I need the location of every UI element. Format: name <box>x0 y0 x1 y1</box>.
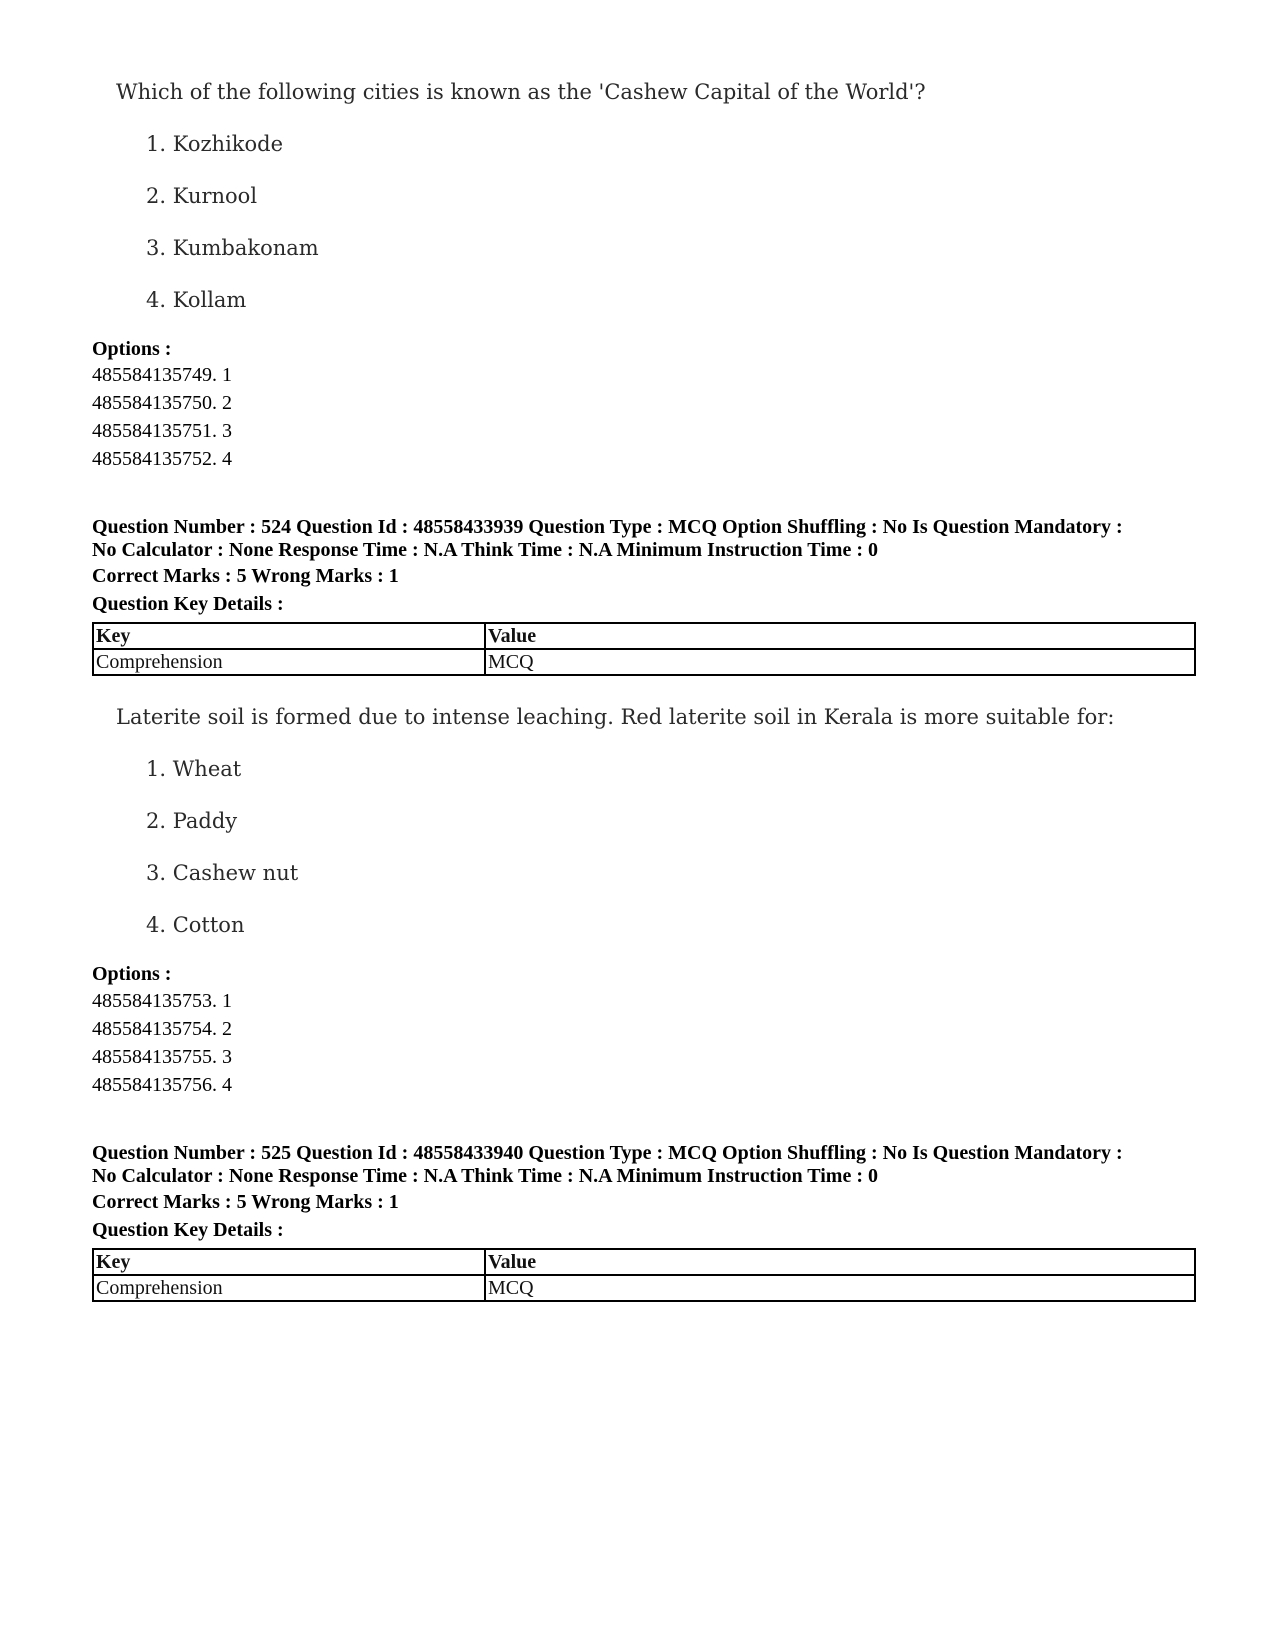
table-cell-key: Comprehension <box>93 1275 485 1301</box>
question-meta <box>92 1142 1202 1188</box>
question-meta-line-1: Question Number : 524 Question Id : 48558433939 Question Type : MCQ Option Shuffling : No Is Question Mandatory : <box>92 516 1123 538</box>
choice-2: 2. Kurnool <box>146 184 258 208</box>
table-header-value: Value <box>485 623 1195 649</box>
key-details-label: Question Key Details : <box>92 593 284 615</box>
table-row <box>93 649 1195 675</box>
table-header-key: Key <box>93 1249 485 1275</box>
table-row <box>93 1275 1195 1301</box>
question-text: Which of the following cities is known as the 'Cashew Capital of the World'? <box>116 80 926 104</box>
key-details-table <box>92 622 1196 676</box>
option-id-3: 485584135755. 3 <box>92 1046 232 1068</box>
marks-line: Correct Marks : 5 Wrong Marks : 1 <box>92 565 399 587</box>
choice-1: 1. Wheat <box>146 757 242 781</box>
table-cell-value: MCQ <box>485 649 1195 675</box>
question-meta-line-2: No Calculator : None Response Time : N.A Think Time : N.A Minimum Instruction Time : 0 <box>92 539 878 561</box>
options-label: Options : <box>92 963 172 985</box>
option-id-3: 485584135751. 3 <box>92 420 232 442</box>
marks-line: Correct Marks : 5 Wrong Marks : 1 <box>92 1191 399 1213</box>
question-meta-line-1: Question Number : 525 Question Id : 48558433940 Question Type : MCQ Option Shuffling : No Is Question Mandatory : <box>92 1142 1123 1164</box>
table-cell-value: MCQ <box>485 1275 1195 1301</box>
question-meta-line-2: No Calculator : None Response Time : N.A Think Time : N.A Minimum Instruction Time : 0 <box>92 1165 878 1187</box>
option-id-4: 485584135756. 4 <box>92 1074 232 1096</box>
question-text: Laterite soil is formed due to intense leaching. Red laterite soil in Kerala is more suitable for: <box>116 705 1115 729</box>
table-header-row <box>93 1249 1195 1275</box>
option-id-1: 485584135749. 1 <box>92 364 232 386</box>
option-id-4: 485584135752. 4 <box>92 448 232 470</box>
question-meta <box>92 516 1202 562</box>
key-details-label: Question Key Details : <box>92 1219 284 1241</box>
options-label: Options : <box>92 338 172 360</box>
choice-4: 4. Kollam <box>146 288 247 312</box>
table-cell-key: Comprehension <box>93 649 485 675</box>
option-id-2: 485584135754. 2 <box>92 1018 232 1040</box>
table-header-row <box>93 623 1195 649</box>
key-details-table <box>92 1248 1196 1302</box>
choice-2: 2. Paddy <box>146 809 238 833</box>
choice-1: 1. Kozhikode <box>146 132 284 156</box>
choice-3: 3. Cashew nut <box>146 861 299 885</box>
choice-3: 3. Kumbakonam <box>146 236 319 260</box>
choice-4: 4. Cotton <box>146 913 245 937</box>
option-id-1: 485584135753. 1 <box>92 990 232 1012</box>
table-header-value: Value <box>485 1249 1195 1275</box>
option-id-2: 485584135750. 2 <box>92 392 232 414</box>
table-header-key: Key <box>93 623 485 649</box>
